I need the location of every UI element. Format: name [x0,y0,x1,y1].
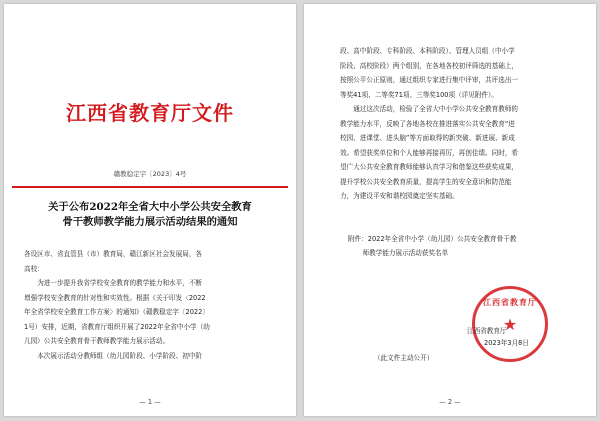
notice-title-line-2: 骨干教师教学能力展示活动结果的通知 [62,216,238,228]
red-separator-line [12,186,288,188]
notice-title-line-1: 关于公布2022年全省大中小学公共安全教育 [48,201,252,213]
page-number-1: — 1 — [139,398,161,406]
notice-title [12,200,288,230]
paragraph-1-line-3: 年全省学校安全教育工作方案〉的通知》（赣教稳定字〔2022〕 [24,308,209,316]
paragraph-3-line-4: 效。希望获奖单位和个人能够再接再厉，再创佳绩。同时，希 [340,148,519,157]
paragraph-3-line-2: 教学能力水平，反映了各地各校在推进落实公共安全教育“进 [340,119,515,128]
document-page-2 [304,4,596,416]
signing-organization: 江西省教育厅 [467,327,507,335]
seal-star-icon: ★ [502,315,518,334]
paragraph-1-line-1: 为进一步提升我省学校安全教育的教学能力和水平，不断 [37,279,203,287]
paragraph-1-line-4: 1号）安排，近期，省教育厅组织开展了2022年全省中小学（幼 [24,322,210,331]
document-number: 赣教稳定字〔2023〕4号 [113,170,187,178]
paragraph-3-line-1: 通过这次活动，检验了全省大中小学公共安全教育教师的 [353,105,519,113]
paragraph-1-line-5: 儿园）公共安全教育骨干教师教学能力展示活动。 [24,337,170,345]
continued-line-2: 阶段、高校阶段）两个组别，在各地各校初评筛选的基础上， [340,61,519,70]
continued-line-1: 段、高中阶段、专科阶段、本科阶段）、管理人员组（中小学 [340,47,515,55]
addressee-line-2: 高校： [24,264,44,273]
attachment-line-1: 附件：2022年全省中小学（幼儿园）公共安全教育骨干教 [348,235,517,243]
page-2-body [340,44,578,204]
official-seal [472,286,548,362]
paragraph-3-line-5: 望广大公共安全教育教师能够认真学习和借鉴这些获奖成果， [340,163,519,171]
page-number-2: — 2 — [439,398,461,406]
paragraph-2-line-1: 本次展示活动分教师组（幼儿园阶段、小学阶段、初中阶 [37,351,203,360]
seal-lettering: 江西省教育厅 [483,298,537,307]
paragraph-3-line-6: 提升学校公共安全教育质量，提高学生的安全意识和防范能 [340,177,512,186]
document-page-1 [4,4,296,416]
public-disclosure-note: （此文件主动公开） [374,354,434,362]
paragraph-3-line-3: 校园、进课堂、进头脑”等方面取得的新突破、新进展、新成 [340,134,515,142]
continued-line-4: 等奖41项、二等奖71项、三等奖100项（详见附件）。 [340,90,498,99]
paragraph-3-line-7: 力，为建设平安和谐校园奠定坚实基础。 [340,192,459,200]
attachment-note [348,232,578,260]
attachment-line-2: 师教学能力展示活动获奖名单 [362,249,449,257]
page-1-body [24,247,278,363]
paragraph-1-line-2: 增强学校安全教育的针对性和实效性。根据《关于印发〈2022 [24,293,206,302]
issuer-title: 江西省教育厅文件 [66,101,234,125]
signing-date: 2023年3月8日 [484,339,529,347]
addressee-line-1: 各设区市、省直管县（市）教育局，赣江新区社会发展局，各 [24,250,203,258]
continued-line-3: 按照公平公正原则，通过组织专家进行集中评审，共评选出一 [340,76,519,84]
